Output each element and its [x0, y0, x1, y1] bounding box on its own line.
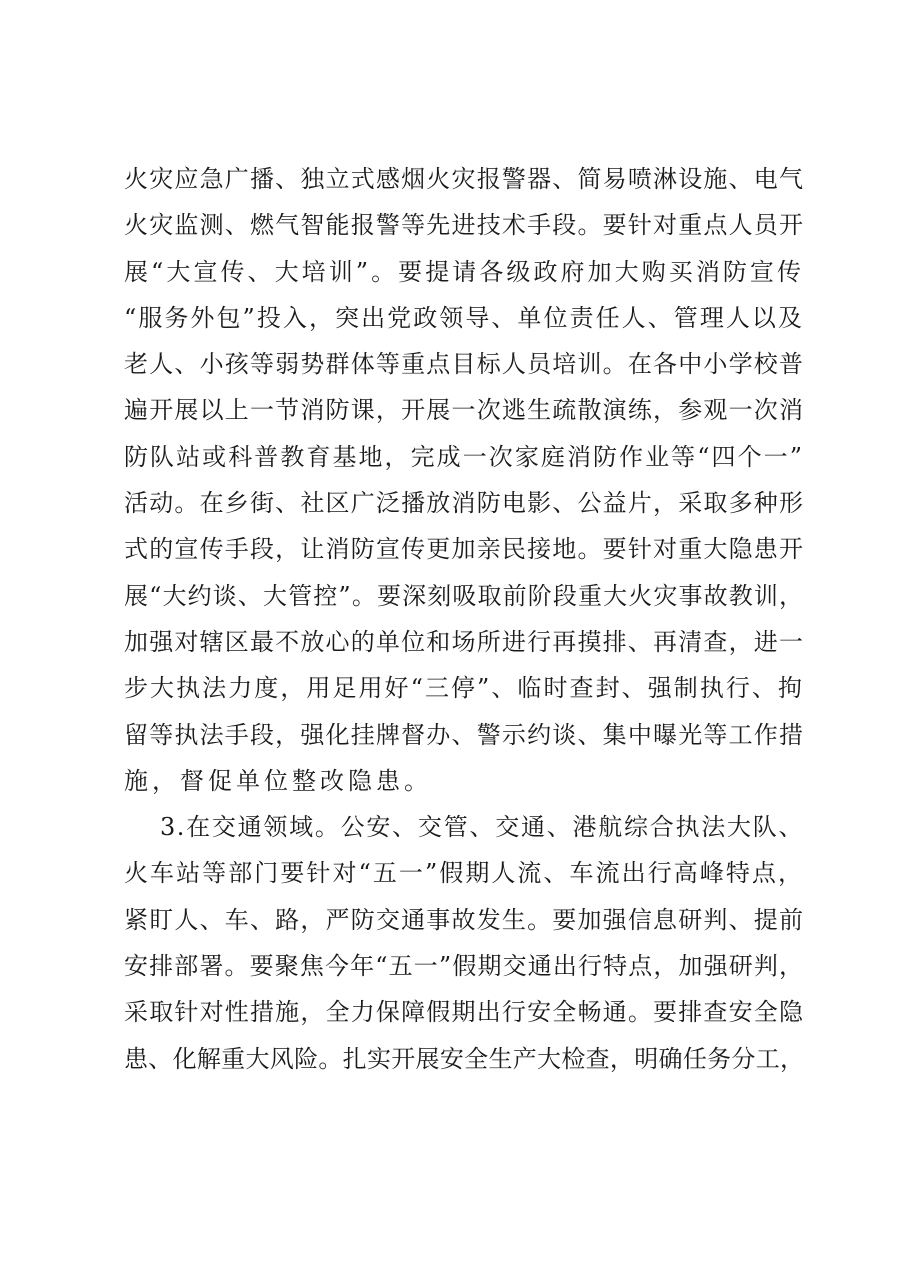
- section-heading-line: 3.在交通领域。公安、交管、交通、港航综合执法大队、: [160, 813, 804, 842]
- text-line: 安排部署。要聚焦今年“五一”假期交通出行特点，加强研判，: [124, 952, 804, 981]
- text-line: 紧盯人、车、路，严防交通事故发生。要加强信息研判、提前: [124, 905, 804, 934]
- text-line: 展“大约谈、大管控”。要深刻吸取前阶段重大火灾事故教训，: [124, 581, 804, 610]
- text-line: 患、化解重大风险。扎实开展安全生产大检查，明确任务分工，: [124, 1044, 804, 1073]
- text-line: 火车站等部门要针对“五一”假期人流、车流出行高峰特点，: [124, 859, 804, 888]
- text-line: “服务外包”投入，突出党政领导、单位责任人、管理人以及: [124, 303, 804, 332]
- text-line: 留等执法手段，强化挂牌督办、警示约谈、集中曝光等工作措: [124, 720, 804, 749]
- text-line: 加强对辖区最不放心的单位和场所进行再摸排、再清查，进一: [124, 627, 804, 656]
- text-line: 老人、小孩等弱势群体等重点目标人员培训。在各中小学校普: [124, 350, 804, 379]
- text-line: 火灾监测、燃气智能报警等先进技术手段。要针对重点人员开: [124, 211, 804, 240]
- text-line: 遍开展以上一节消防课，开展一次逃生疏散演练，参观一次消: [124, 396, 804, 425]
- text-line: 式的宣传手段，让消防宣传更加亲民接地。要针对重大隐患开: [124, 535, 804, 564]
- text-line: 步大执法力度，用足用好“三停”、临时查封、强制执行、拘: [124, 674, 804, 703]
- text-line: 火灾应急广播、独立式感烟火灾报警器、简易喷淋设施、电气: [124, 165, 804, 193]
- text-line: 施，督促单位整改隐患。: [124, 766, 432, 795]
- text-line: 防队站或科普教育基地，完成一次家庭消防作业等“四个一”: [124, 442, 804, 471]
- text-line: 展“大宣传、大培训”。要提请各级政府加大购买消防宣传: [124, 257, 804, 286]
- text-line: 活动。在乡街、社区广泛播放消防电影、公益片，采取多种形: [124, 489, 804, 518]
- text-line: 采取针对性措施，全力保障假期出行安全畅通。要排查安全隐: [124, 998, 804, 1027]
- body-text: [124, 156, 804, 1082]
